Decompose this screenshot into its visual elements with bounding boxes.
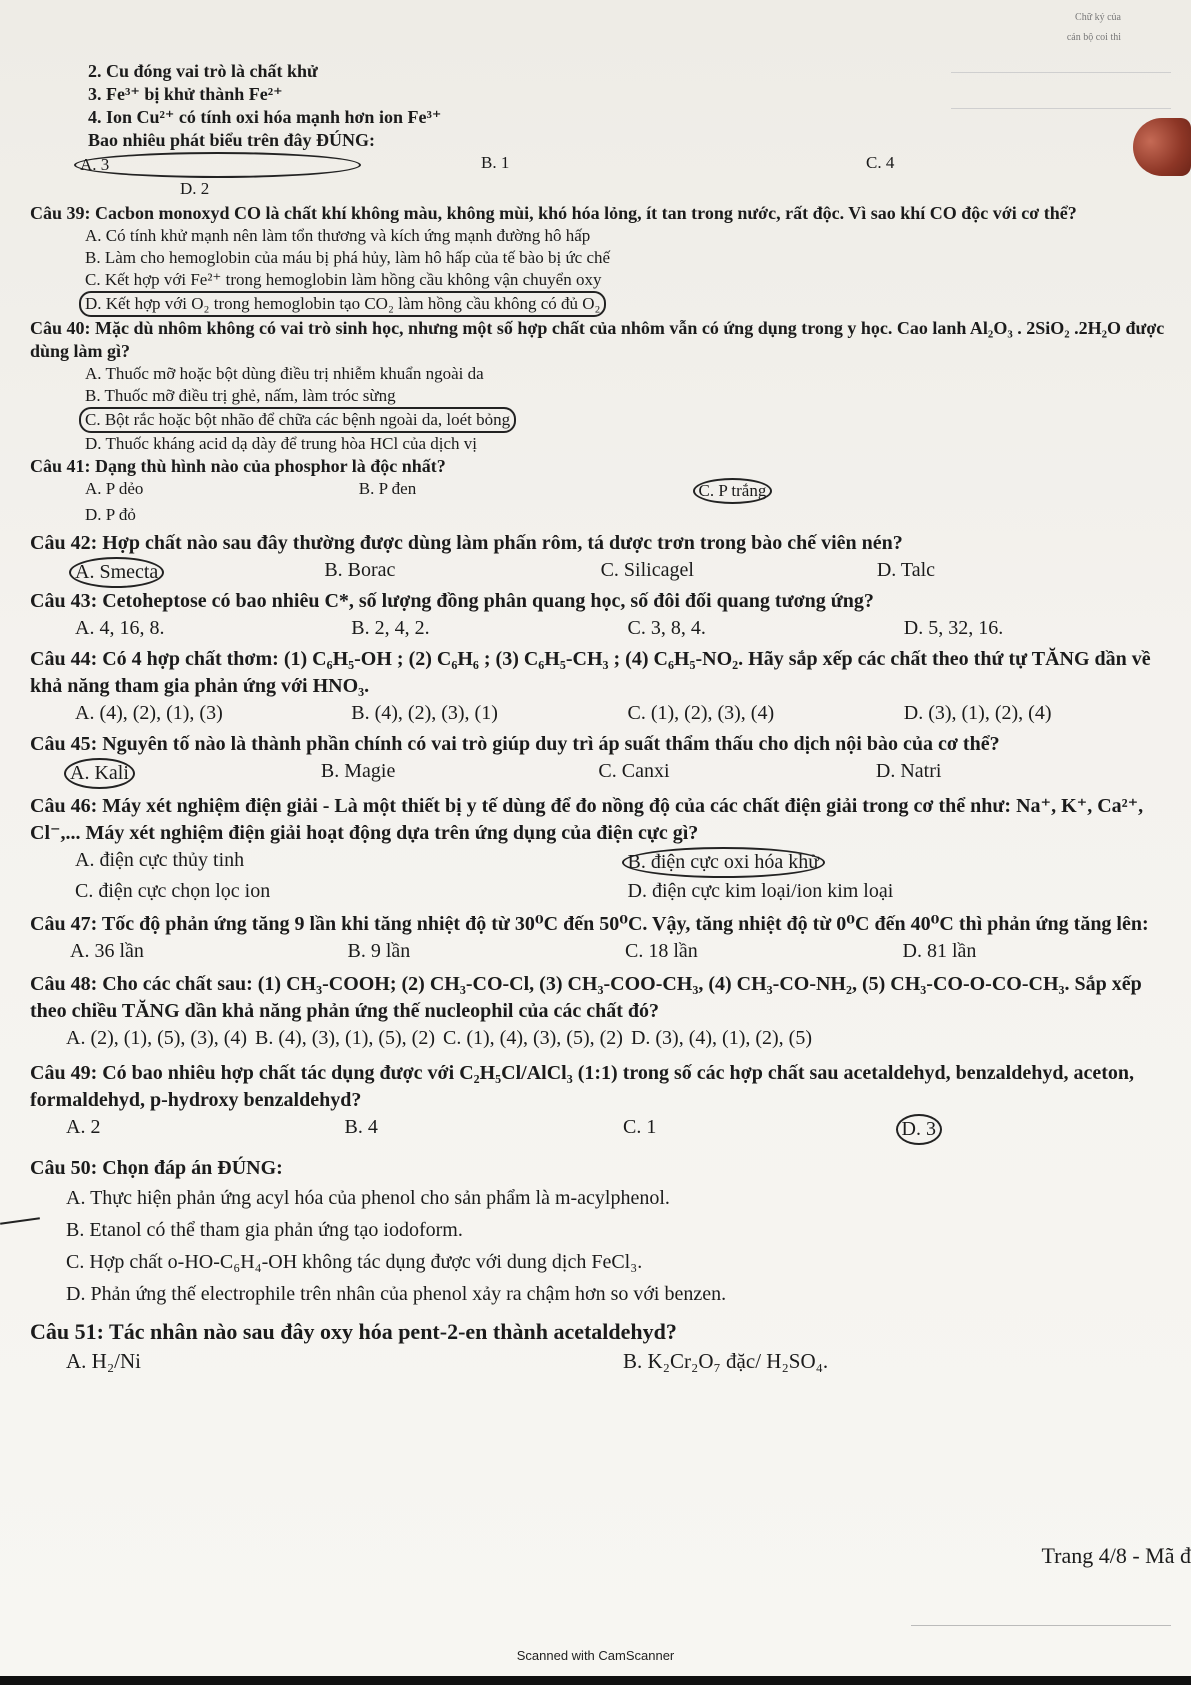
option-d[interactable]: D. Kết hợp với O₂ trong hemoglobin tạo CO₂ làm hồng cầu không có đủ O₂ (79, 291, 606, 317)
option-c[interactable]: C. Bột rắc hoặc bột nhão để chữa các bệnh ngoài da, loét bỏng (79, 407, 516, 433)
question-text: Câu 46: Máy xét nghiệm điện giải - Là một thiết bị y tế dùng để đo nồng độ của các chất điện giải trong cơ thể như: Na⁺, K⁺, Ca²⁺, Cl⁻,... Máy xét nghiệm điện giải hoạt động dựa trên ứng dụng của điện cực gì? (30, 795, 1144, 844)
question-text: Câu 42: Hợp chất nào sau đây thường được dùng làm phấn rôm, tá dược trơn trong bào chế viên nén? (30, 532, 903, 554)
option-d[interactable]: D. (3), (1), (2), (4) (903, 702, 1052, 724)
option-c[interactable]: C. 4 (866, 153, 895, 172)
option-b[interactable]: B. 9 lần (347, 940, 411, 962)
option-c[interactable]: C. 1 (623, 1116, 657, 1138)
option-b[interactable]: B. 4 (344, 1116, 378, 1138)
option-c[interactable]: C. Canxi (598, 760, 670, 782)
fragment-item: 3. Fe³⁺ bị khử thành Fe²⁺ (88, 84, 283, 104)
option-c[interactable]: C. P trắng (693, 478, 773, 504)
question-text: Câu 47: Tốc độ phản ứng tăng 9 lần khi tăng nhiệt độ từ 30⁰C đến 50⁰C. Vậy, tăng nhiệt độ từ 0⁰C đến 40⁰C thì phản ứng tăng lên: (30, 913, 1149, 935)
exam-content (30, 60, 1180, 1377)
question-text: Câu 50: Chọn đáp án ĐÚNG: (30, 1157, 283, 1179)
fragment-item: Bao nhiêu phát biểu trên đây ĐÚNG: (88, 130, 376, 150)
option-b[interactable]: B. P đen (358, 479, 417, 498)
proctor-signature-label (1067, 8, 1121, 48)
question-options (30, 557, 1180, 588)
question-text: Câu 44: Có 4 hợp chất thơm: (1) C₆H₅-OH ; (2) C₆H₆ ; (3) C₆H₅-CH₃ ; (4) C₆H₅-NO₂. Hãy sắp xếp các chất theo thứ tự TĂNG dần về khả năng tham gia phản ứng với HNO₃. (30, 648, 1151, 697)
option-c[interactable]: C. Kết hợp với Fe²⁺ trong hemoglobin làm hồng cầu không vận chuyển oxy (85, 270, 602, 289)
question-options (30, 225, 1180, 317)
option-b[interactable]: B. (4), (2), (3), (1) (351, 702, 498, 724)
question-text: Câu 39: Cacbon monoxyd CO là chất khí không màu, không mùi, khó hóa lỏng, ít tan trong nước, rất độc. Vì sao khí CO độc với cơ thể? (30, 203, 1077, 223)
corner-line1: Chữ ký của (1075, 12, 1121, 23)
question-text: Câu 41: Dạng thù hình nào của phosphor là độc nhất? (30, 456, 446, 476)
option-c[interactable]: C. điện cực chọn lọc ion (75, 880, 271, 902)
option-b[interactable]: B. Làm cho hemoglobin của máu bị phá hủy, làm hô hấp của tế bào bị ức chế (85, 248, 611, 267)
option-b[interactable]: B. K₂Cr₂O₇ đặc/ H₂SO₄. (623, 1349, 829, 1373)
option-a[interactable]: A. H₂/Ni (66, 1349, 141, 1373)
question-options (30, 478, 1180, 526)
question-44 (30, 646, 1180, 727)
question-50 (30, 1155, 1180, 1310)
page-number: Trang 4/8 - Mã đ (1041, 1543, 1191, 1568)
option-a[interactable]: A. điện cực thủy tinh (75, 849, 245, 871)
option-a[interactable]: A. (2), (1), (5), (3), (4) (66, 1027, 248, 1049)
option-d[interactable]: D. Thuốc kháng acid dạ dày để trung hòa HCl của dịch vị (85, 434, 477, 453)
scanner-watermark: Scanned with CamScanner (516, 1648, 675, 1663)
question-text: Câu 43: Cetoheptose có bao nhiêu C*, số lượng đồng phân quang học, số đôi đối quang tương ứng? (30, 590, 874, 612)
option-b[interactable]: B. Etanol có thể tham gia phản ứng tạo iodoform. (66, 1219, 463, 1241)
option-a[interactable]: A. 3 (74, 152, 361, 178)
option-a[interactable]: A. Có tính khử mạnh nên làm tổn thương và kích ứng mạnh đường hô hấp (85, 226, 591, 245)
question-51 (30, 1318, 1180, 1377)
footer-line (911, 1625, 1171, 1626)
question-text: Câu 45: Nguyên tố nào là thành phần chính có vai trò giúp duy trì áp suất thẩm thấu cho dịch nội bào của cơ thể? (30, 733, 1000, 755)
question-41 (30, 455, 1180, 526)
option-c[interactable]: C. Hợp chất o-HO-C₆H₄-OH không tác dụng được với dung dịch FeCl₃. (66, 1251, 643, 1273)
option-a[interactable]: A. (4), (2), (1), (3) (75, 702, 223, 724)
option-d[interactable]: D. P đỏ (85, 505, 136, 524)
option-a[interactable]: A. Thực hiện phản ứng acyl hóa của phenol cho sản phẩm là m-acylphenol. (66, 1187, 670, 1209)
option-a[interactable]: A. Thuốc mỡ hoặc bột dùng điều trị nhiễm khuẩn ngoài da (85, 364, 484, 383)
option-b[interactable]: B. Magie (320, 760, 396, 782)
question-options (30, 1182, 1180, 1310)
option-a[interactable]: A. Smecta (69, 557, 164, 588)
option-b[interactable]: B. 1 (481, 153, 510, 172)
question-38-options (30, 152, 1180, 200)
option-c[interactable]: C. (1), (4), (3), (5), (2) (443, 1027, 623, 1049)
option-c[interactable]: C. Silicagel (600, 559, 694, 581)
option-b[interactable]: B. 2, 4, 2. (351, 617, 430, 639)
question-42 (30, 530, 1180, 588)
question-options (30, 1025, 1180, 1052)
question-39 (30, 202, 1180, 317)
option-a[interactable]: A. 36 lần (70, 940, 144, 962)
question-options (30, 1114, 1180, 1145)
option-d[interactable]: D. 81 lần (902, 940, 977, 962)
question-options (30, 758, 1180, 789)
question-options (30, 615, 1180, 642)
question-text: Câu 40: Mặc dù nhôm không có vai trò sinh học, nhưng một số hợp chất của nhôm vẫn có ứng dụng trong y học. Cao lanh Al₂O₃ . 2SiO₂ .2H₂O được dùng làm gì? (30, 318, 1165, 361)
option-d[interactable]: D. điện cực kim loại/ion kim loại (627, 880, 894, 902)
question-options (30, 938, 1180, 965)
option-b[interactable]: B. (4), (3), (1), (5), (2) (255, 1027, 435, 1049)
question-text: Câu 49: Có bao nhiêu hợp chất tác dụng được với C₂H₅Cl/AlCl₃ (1:1) trong số các hợp chất sau acetaldehyd, benzaldehyd, aceton, formaldehyd, p-hydroxy benzaldehyd? (30, 1062, 1134, 1111)
question-options (30, 1345, 1180, 1377)
question-text: Câu 48: Cho các chất sau: (1) CH₃-COOH; (2) CH₃-CO-Cl, (3) CH₃-COO-CH₃, (4) CH₃-CO-NH₂, (5) CH₃-CO-O-CO-CH₃. Sắp xếp theo chiều TĂNG dần khả năng phản ứng thế nucleophil của các chất đó? (30, 973, 1142, 1022)
option-d[interactable]: D. (3), (4), (1), (2), (5) (630, 1027, 812, 1049)
question-47 (30, 911, 1180, 965)
question-46 (30, 793, 1180, 905)
option-c[interactable]: C. 3, 8, 4. (627, 617, 706, 639)
option-b[interactable]: B. điện cực oxi hóa khử (622, 847, 826, 878)
question-48 (30, 971, 1180, 1052)
bottom-band (0, 1676, 1191, 1685)
question-options (30, 363, 1180, 455)
option-d[interactable]: D. Phản ứng thế electrophile trên nhân của phenol xảy ra chậm hơn so với benzen. (66, 1283, 727, 1305)
fragment-item: 2. Cu đóng vai trò là chất khử (88, 61, 318, 81)
option-d[interactable]: D. 3 (896, 1114, 942, 1145)
question-49 (30, 1060, 1180, 1145)
question-45 (30, 731, 1180, 789)
option-d[interactable]: D. 2 (180, 179, 210, 198)
option-a[interactable]: A. P dẻo (85, 479, 144, 498)
option-d[interactable]: D. Talc (876, 559, 936, 581)
question-options (30, 700, 1180, 727)
corner-line2: cán bộ coi thi (1066, 32, 1121, 43)
option-b[interactable]: B. Borac (324, 559, 396, 581)
option-a[interactable]: A. 2 (66, 1116, 101, 1138)
question-options (30, 847, 1180, 905)
option-d[interactable]: D. 5, 32, 16. (903, 617, 1004, 639)
option-c[interactable]: C. 18 lần (625, 940, 698, 962)
option-b[interactable]: B. Thuốc mỡ điều trị ghẻ, nấm, làm tróc sừng (85, 386, 396, 405)
question-43 (30, 588, 1180, 642)
option-a[interactable]: A. 4, 16, 8. (75, 617, 165, 639)
question-38-fragment (30, 60, 1180, 152)
option-d[interactable]: D. Natri (875, 760, 942, 782)
question-text: Câu 51: Tác nhân nào sau đây oxy hóa pent-2-en thành acetaldehyd? (30, 1319, 677, 1344)
option-a[interactable]: A. Kali (64, 758, 135, 789)
fragment-item: 4. Ion Cu²⁺ có tính oxi hóa mạnh hơn ion Fe³⁺ (88, 107, 442, 127)
question-40 (30, 317, 1180, 455)
option-c[interactable]: C. (1), (2), (3), (4) (627, 702, 775, 724)
